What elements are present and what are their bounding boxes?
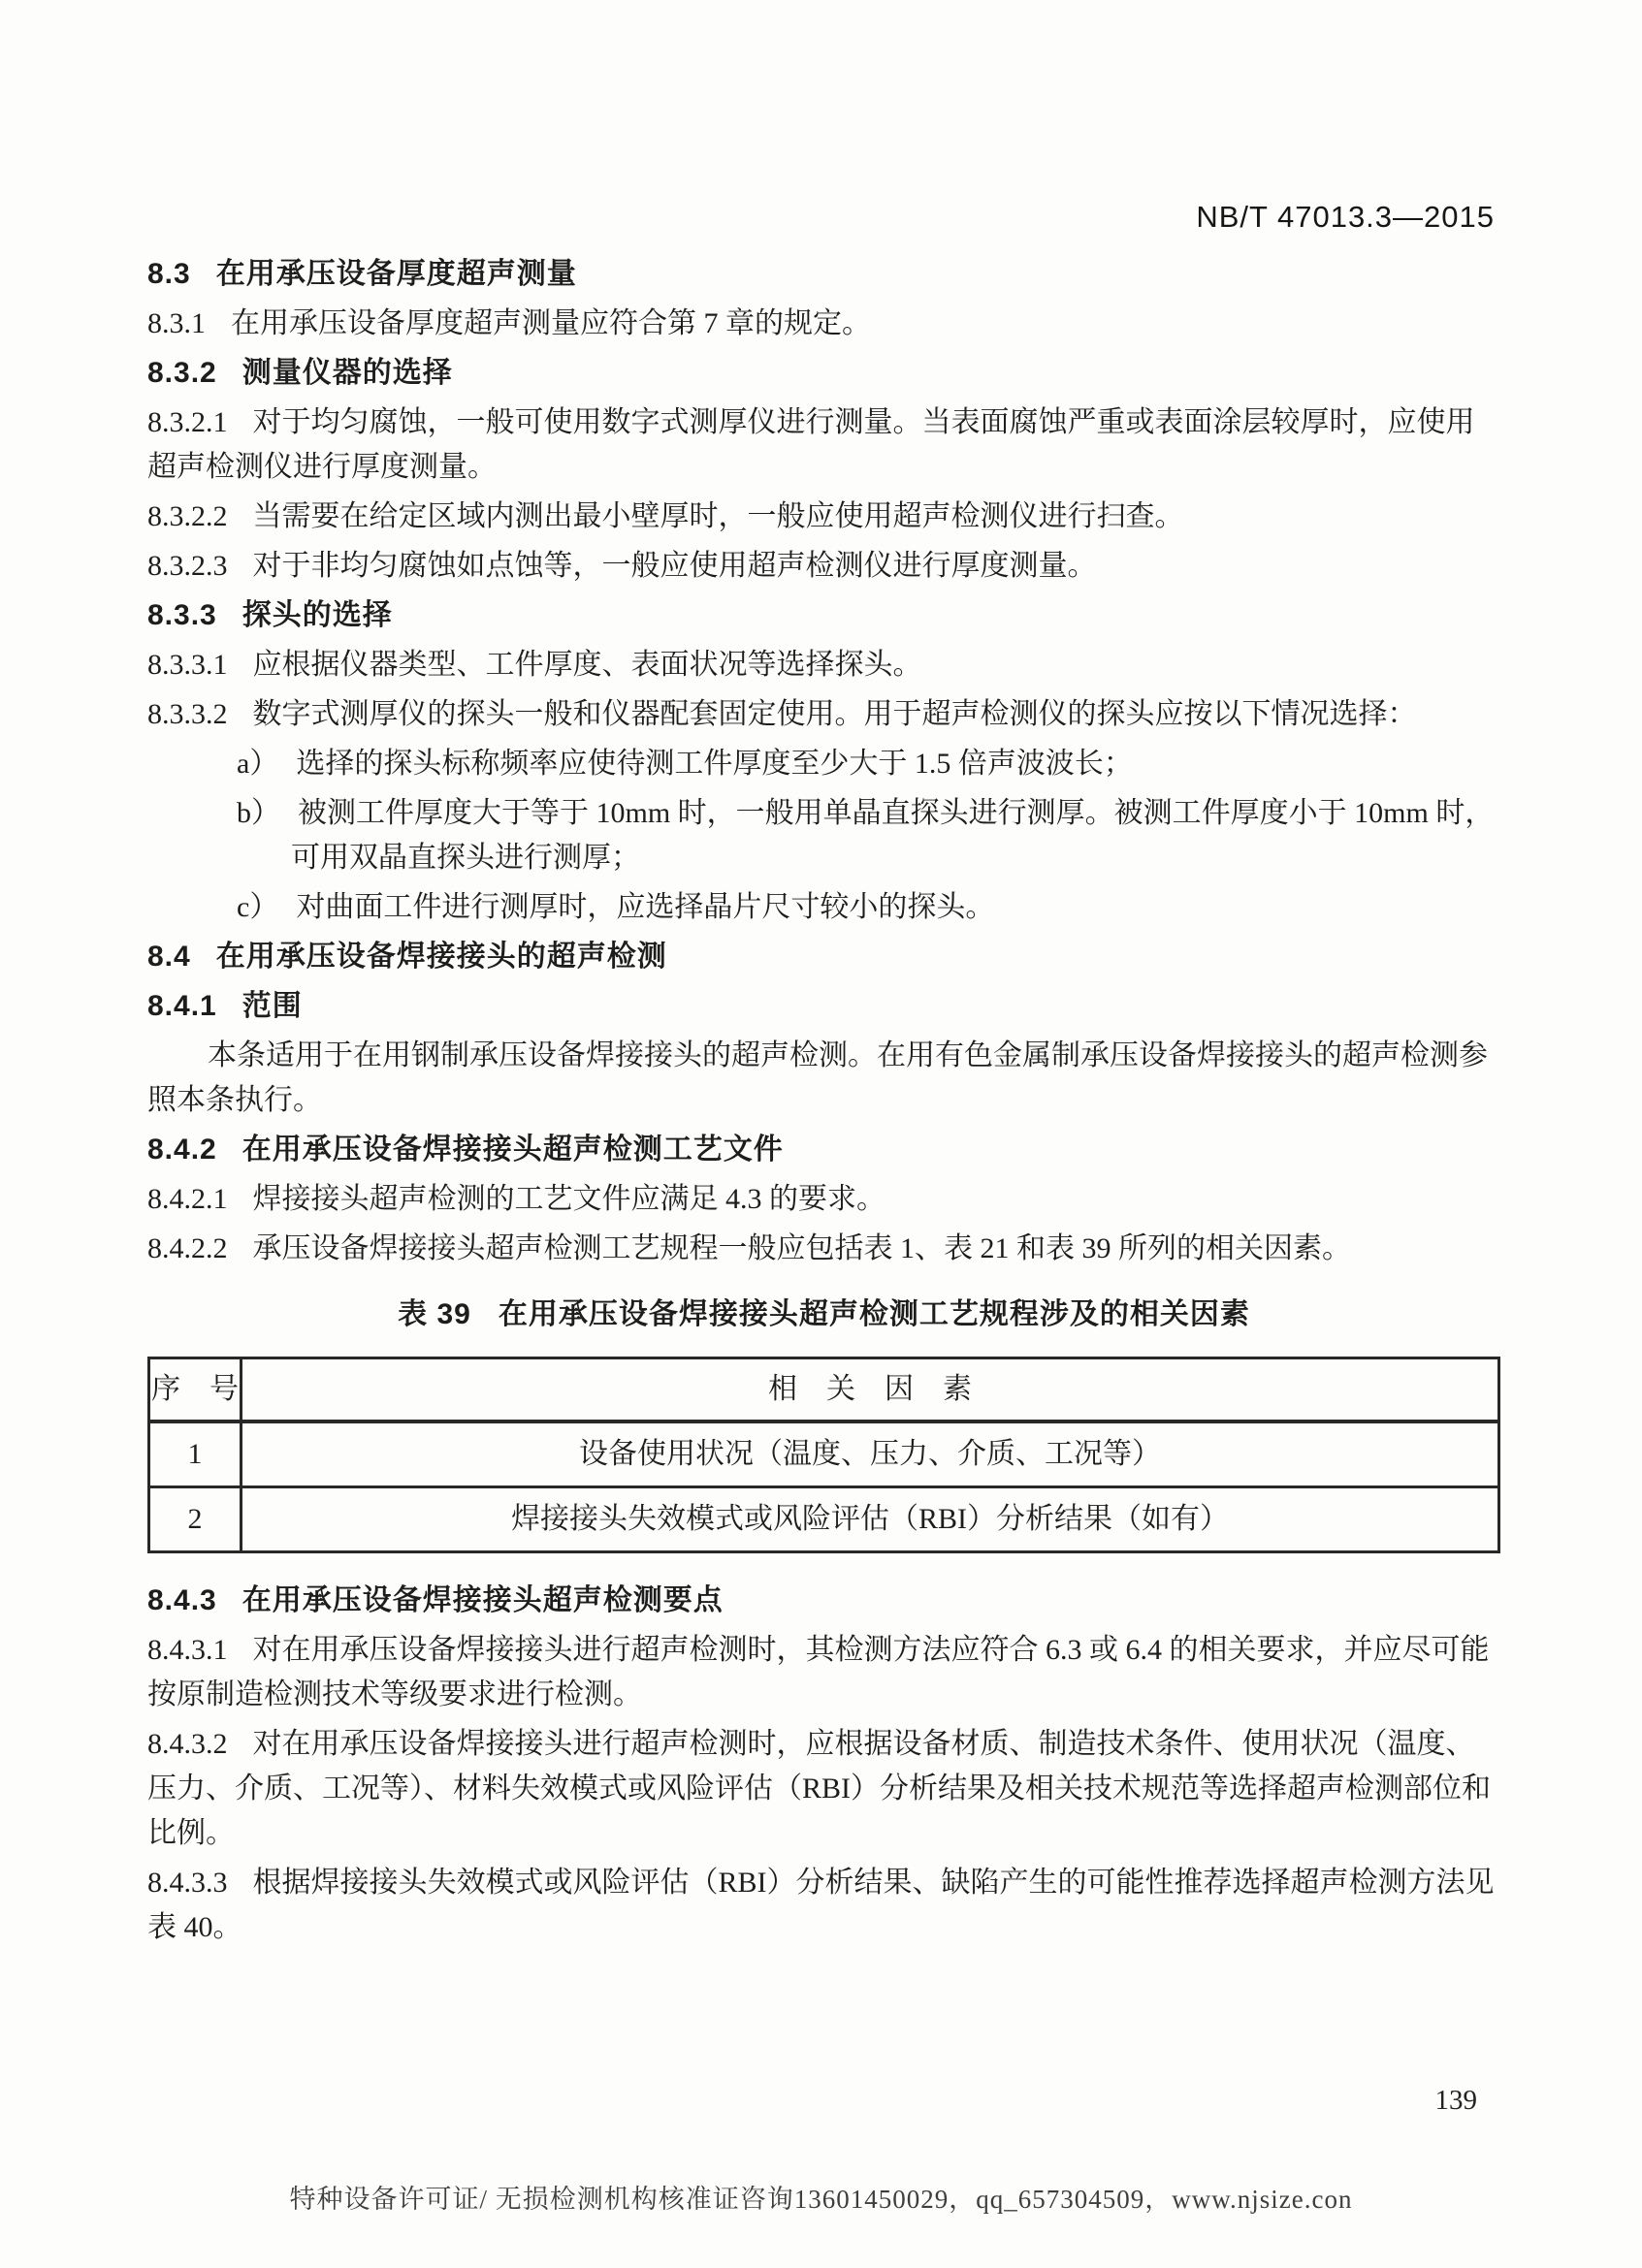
clause-number: 8.4.2.2 <box>147 1232 228 1264</box>
clause-text: 在用承压设备焊接接头超声检测工艺文件 <box>241 1134 784 1166</box>
clause-8.4.1-body <box>147 1034 1500 1123</box>
row-factor: 设备使用状况（温度、压力、介质、工况等） <box>241 1421 1499 1487</box>
column-header-no: 序 号 <box>149 1358 241 1422</box>
clause-text: 对于非均匀腐蚀如点蚀等，一般应使用超声检测仪进行厚度测量。 <box>252 550 1097 582</box>
clause-number: 8.4.3.1 <box>147 1634 228 1666</box>
clause-text: 焊接接头超声检测的工艺文件应满足 4.3 的要求。 <box>252 1183 885 1215</box>
clause-text: 本条适用于在用钢制承压设备焊接接头的超声检测。在用有色金属制承压设备焊接接头的超声检测参照本条执行。 <box>147 1039 1488 1116</box>
clause-text: 测量仪器的选择 <box>241 357 453 389</box>
table-header-row <box>149 1358 1499 1422</box>
list-item-a <box>147 742 1500 786</box>
clause-number: 8.3.2.1 <box>147 406 228 438</box>
clause-number: 8.3 <box>147 258 191 290</box>
clause-text: 范围 <box>241 990 303 1022</box>
clause-number: 8.3.3 <box>147 599 217 631</box>
list-marker: a） <box>237 748 279 780</box>
clause-8.3.3.1 <box>147 643 1500 687</box>
clause-text: 探头的选择 <box>241 599 393 631</box>
clause-8.4.3.1 <box>147 1628 1500 1717</box>
clause-8.3-heading <box>147 252 1500 297</box>
clause-number: 8.3.2 <box>147 357 217 389</box>
clause-8.3.3-heading <box>147 593 1500 638</box>
row-no: 2 <box>149 1487 241 1552</box>
clause-number: 8.4.1 <box>147 990 217 1022</box>
list-marker: b） <box>237 797 280 829</box>
clause-text: 在用承压设备焊接接头的超声检测 <box>215 941 667 973</box>
clause-number: 8.3.2.2 <box>147 500 228 532</box>
list-text: 选择的探头标称频率应使待测工件厚度至少大于 1.5 倍声波波长； <box>296 748 1133 780</box>
clause-8.3.2.3 <box>147 544 1500 589</box>
clause-number: 8.3.3.1 <box>147 649 228 681</box>
clause-number: 8.4.2 <box>147 1134 217 1166</box>
list-item-c <box>147 885 1500 930</box>
clause-8.4.2.1 <box>147 1177 1500 1222</box>
clause-8.4.3.3 <box>147 1861 1500 1950</box>
clause-text: 对在用承压设备焊接接头进行超声检测时，其检测方法应符合 6.3 或 6.4 的相关要求，并应尽可能按原制造检测技术等级要求进行检测。 <box>147 1634 1490 1710</box>
clause-number: 8.4.3.2 <box>147 1728 228 1760</box>
clause-8.3.3.2 <box>147 692 1500 737</box>
clause-number: 8.3.1 <box>147 307 206 339</box>
document-body <box>147 252 1500 1955</box>
certificate-watermark: 特种设备许可证/ 无损检测机构核准证咨询13601450029，qq_657304509，www.njsize.con <box>289 2185 1353 2214</box>
clause-number: 8.3.2.3 <box>147 550 228 582</box>
clause-text: 对于均匀腐蚀，一般可使用数字式测厚仪进行测量。当表面腐蚀严重或表面涂层较厚时，应使用超声检测仪进行厚度测量。 <box>147 406 1475 483</box>
table-39-label: 表 39 <box>398 1298 471 1330</box>
table-39-title: 在用承压设备焊接接头超声检测工艺规程涉及的相关因素 <box>498 1298 1250 1330</box>
list-item-b <box>147 791 1500 880</box>
clause-8.3.2.2 <box>147 495 1500 539</box>
clause-8.4.3-heading <box>147 1579 1500 1623</box>
clause-8.4-heading <box>147 935 1500 979</box>
clause-8.4.2-heading <box>147 1128 1500 1172</box>
clause-text: 应根据仪器类型、工件厚度、表面状况等选择探头。 <box>252 649 922 681</box>
clause-text: 对在用承压设备焊接接头进行超声检测时，应根据设备材质、制造技术条件、使用状况（温度、压力、介质、工况等）、材料失效模式或风险评估（RBI）分析结果及相关技术规范等选择超声检测部位和比例。 <box>147 1728 1492 1849</box>
list-text: 对曲面工件进行测厚时，应选择晶片尺寸较小的探头。 <box>296 891 995 923</box>
clause-text: 在用承压设备厚度超声测量应符合第 7 章的规定。 <box>231 307 871 339</box>
clause-text: 承压设备焊接接头超声检测工艺规程一般应包括表 1、表 21 和表 39 所列的相关因素。 <box>252 1232 1351 1264</box>
list-text: 被测工件厚度大于等于 10mm 时，一般用单晶直探头进行测厚。被测工件厚度小于 10mm 时，可用双晶直探头进行测厚； <box>291 797 1495 874</box>
clause-number: 8.4.3 <box>147 1584 217 1616</box>
clause-8.4.3.2 <box>147 1722 1500 1856</box>
clause-number: 8.3.3.2 <box>147 698 228 730</box>
table-39-caption <box>147 1293 1500 1337</box>
clause-8.3.2.1 <box>147 400 1500 490</box>
clause-8.3.2-heading <box>147 351 1500 396</box>
clause-text: 当需要在给定区域内测出最小壁厚时，一般应使用超声检测仪进行扫查。 <box>252 500 1184 532</box>
clause-number: 8.4.3.3 <box>147 1867 228 1899</box>
row-factor: 焊接接头失效模式或风险评估（RBI）分析结果（如有） <box>241 1487 1499 1552</box>
clause-number: 8.4.2.1 <box>147 1183 228 1215</box>
clause-text: 根据焊接接头失效模式或风险评估（RBI）分析结果、缺陷产生的可能性推荐选择超声检测方法见表 40。 <box>147 1867 1495 1943</box>
clause-8.4.1-heading <box>147 984 1500 1029</box>
clause-8.4.2.2 <box>147 1227 1500 1271</box>
clause-text: 在用承压设备焊接接头超声检测要点 <box>241 1584 724 1616</box>
table-39 <box>147 1357 1500 1553</box>
clause-text: 在用承压设备厚度超声测量 <box>215 258 577 290</box>
clause-8.3.1 <box>147 302 1500 346</box>
list-marker: c） <box>237 891 279 923</box>
page-number: 139 <box>1434 2085 1477 2116</box>
column-header-factor: 相 关 因 素 <box>241 1358 1499 1422</box>
clause-number: 8.4 <box>147 941 191 973</box>
clause-text: 数字式测厚仪的探头一般和仪器配套固定使用。用于超声检测仪的探头应按以下情况选择： <box>252 698 1417 730</box>
table-row <box>149 1487 1499 1552</box>
table-row <box>149 1421 1499 1487</box>
standard-code-header: NB/T 47013.3—2015 <box>1196 200 1495 234</box>
row-no: 1 <box>149 1421 241 1487</box>
